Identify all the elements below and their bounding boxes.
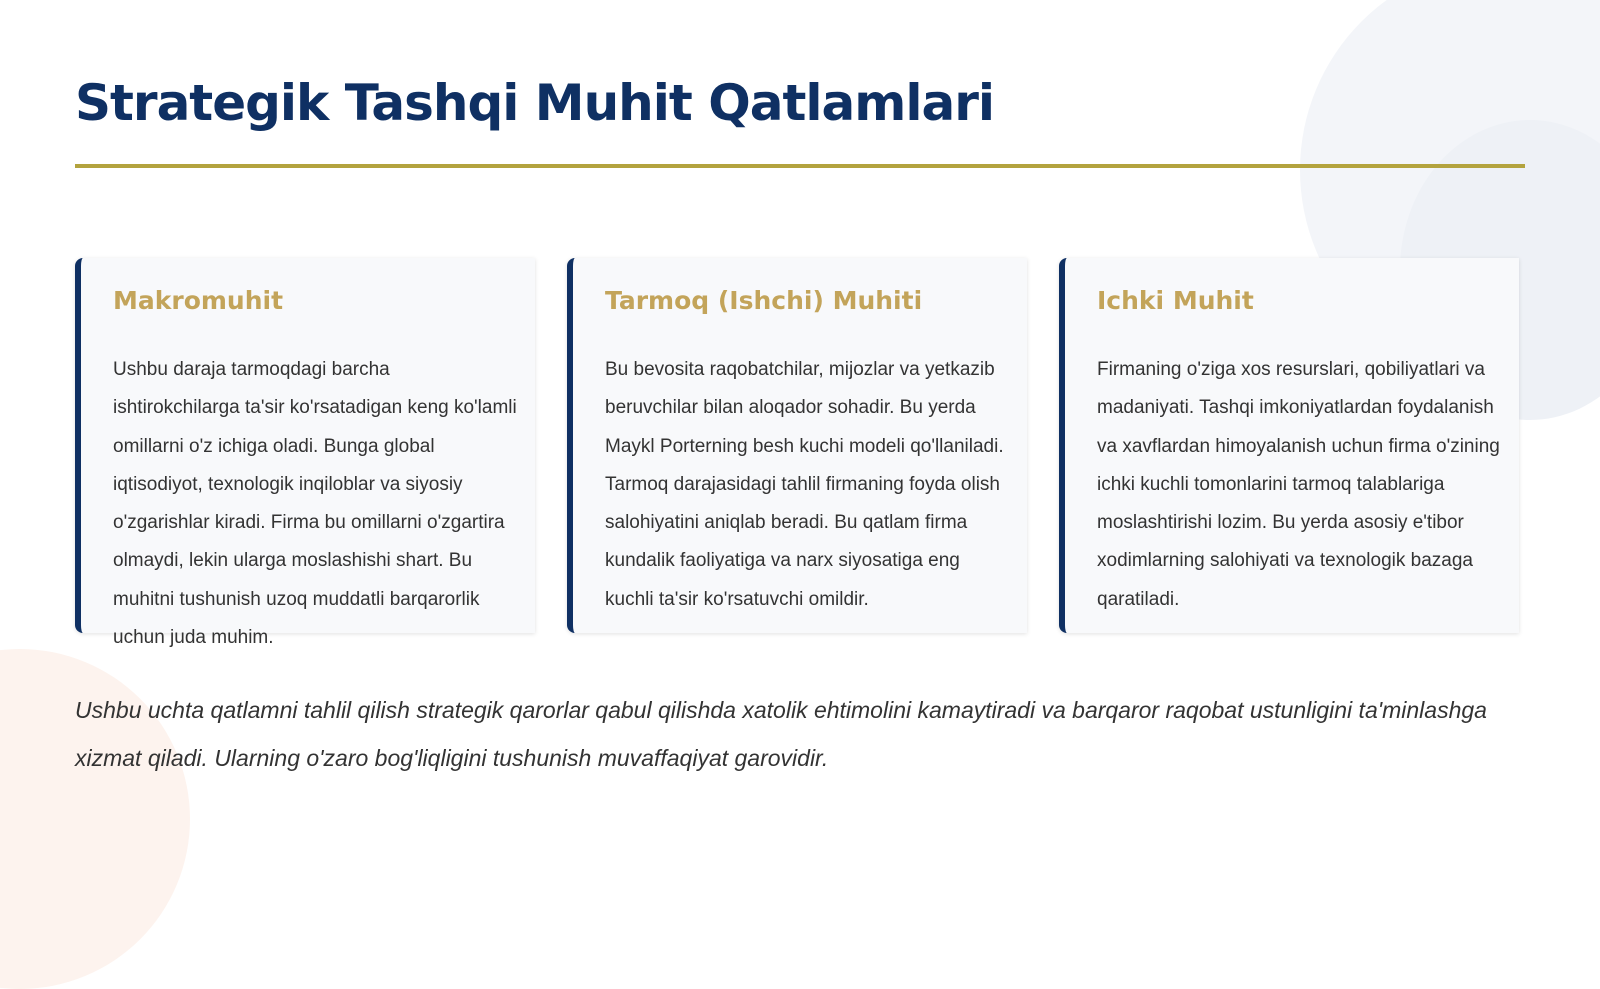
card-tarmoq-muhiti (567, 258, 1027, 633)
card-body: Bu bevosita raqobatchilar, mijozlar va yetkazib beruvchilar bilan aloqador sohadir. Bu yerda Maykl Porterning besh kuchi modeli qo'llaniladi. Tarmoq darajasidagi tahlil firmaning foyda olish salohiyatini aniqlab beradi. Bu qatlam firma kundalik faoliyatiga va narx siyosatiga eng kuchli ta'sir ko'rsatuvchi omildir. (605, 359, 1004, 610)
card-title: Tarmoq (Ishchi) Muhiti (605, 286, 923, 315)
slide-title: Strategik Tashqi Muhit Qatlamlari (75, 74, 995, 132)
card-makromuhit (75, 258, 535, 649)
title-divider (75, 164, 1525, 168)
card-title: Makromuhit (113, 286, 284, 315)
summary-text: Ushbu uchta qatlamni tahlil qilish strategik qarorlar qabul qilishda xatolik ehtimolini kamaytiradi va barqaror raqobat ustunligini ta'minlashga xizmat qiladi. Ularning o'zaro bog'liqligini tushunish muvaffaqiyat garovidir. (75, 697, 1487, 771)
card-body: Ushbu daraja tarmoqdagi barcha ishtirokchilarga ta'sir ko'rsatadigan keng ko'lamli omillarni o'z ichiga oladi. Bunga global iqtisodiyot, texnologik inqiloblar va siyosiy o'zgarishlar kiradi. Firma bu omillarni o'zgartira olmaydi, lekin ularga moslashishi shart. Bu muhitni tushunish uzoq muddatli barqarorlik uchun juda muhim. (113, 359, 517, 649)
card-ichki-muhit (1059, 258, 1519, 633)
card-body: Firmaning o'ziga xos resurslari, qobiliyatlari va madaniyati. Tashqi imkoniyatlardan foydalanish va xavflardan himoyalanish uchun firma o'zining ichki kuchli tomonlarini tarmoq talablariga moslashtirishi lozim. Bu yerda asosiy e'tibor xodimlarning salohiyati va texnologik bazaga qaratiladi. (1097, 359, 1500, 610)
card-title: Ichki Muhit (1097, 286, 1254, 315)
